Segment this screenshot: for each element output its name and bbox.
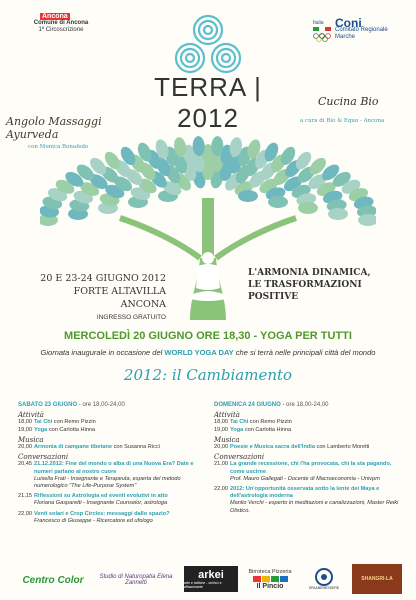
item-detail: Floriana Gasparetti - Insegnante Counselor, astrologa [34,500,168,507]
sunday-program [214,402,404,518]
item-detail: con Susanna Ricci [112,444,160,451]
item-time: 19,00 [214,426,228,433]
leaf-shape [298,202,318,214]
saturday-activity-item [18,419,208,426]
leaf-shape [268,196,288,208]
sunday-conv-item [214,461,404,483]
sunday-activities-label: Attività [214,411,240,420]
item-detail: Manlio Verchi - esperto in meditazioni e canalizzazioni, Master Reiki Olistico. [230,500,399,514]
item-time: 21,15 [18,493,32,500]
item-time: 22,00 [18,510,32,517]
pincio-color-blocks [253,576,288,582]
sunday-talks-label: Conversazioni [214,453,265,462]
slogan [248,267,408,303]
sponsor-il-pincio [242,562,298,596]
yoga-event-heading: MERCOLEDÌ 20 GIUGNO ORE 18,30 - YOGA PER TUTTI [64,330,352,342]
sunday-activity-item [214,427,404,434]
slogan-line1: L'ARMONIA DINAMICA, [248,268,371,278]
saturday-music-item [18,444,208,451]
item-title: Yoga [230,426,244,433]
saturday-program [18,402,208,528]
item-description [230,419,404,426]
sponsor-centro-color: Centro Color [22,574,84,586]
ancona-logo [26,12,96,34]
sunday-title: DOMENICA 24 GIUGNO - ore 18,00-24,00 [214,402,329,408]
dates-free-entry: INGRESSO GRATUITO [96,314,166,321]
sunday-music-item [214,444,404,451]
item-description [34,461,208,490]
triple-spiral-icon [172,12,244,74]
massage-corner [6,115,126,154]
spa-name: SPA&BENESSERE [308,586,340,590]
item-description [34,444,208,451]
saturday-title: SABATO 23 GIUGNO - ore 18,00-24,00 [18,402,125,408]
item-title: Riflessioni su Astrologia ed eventi evolutivi in atto [34,493,168,500]
item-title: Venti solari e Crop Circles: messaggi dallo spazio? [34,510,170,517]
intro-before: Giornata inaugurale in occasione del [40,348,165,357]
coni-logo [313,16,408,45]
bio-kitchen-title: Cucina Bio [318,95,379,108]
saturday-activity-item [18,427,208,434]
pincio-line1: Birroteca Pizzeria [248,568,292,575]
intro-after: che si terrà nelle principali città del mondo [233,348,376,357]
spa-flower-icon [315,568,333,586]
saturday-activities-label: Attività [18,411,44,420]
massage-subtitle: con Monica Bonafede [28,144,89,150]
item-time: 20,00 [214,444,228,451]
item-description [34,493,208,507]
item-description [230,486,404,515]
arkei-tagline: arte e tattiche - onirico e affascinante [184,581,222,589]
coni-country: Italia [313,20,324,26]
item-title: Tai Chi [34,419,53,426]
intro-text [0,348,416,357]
item-title: Tai Chi [230,419,249,426]
item-title: La grande recessione, chi l'ha provocata, chi la sta pagando, come uscirne [230,461,392,475]
saturday-conv-item [18,511,208,525]
item-detail: con Carlotta Hinna [47,426,96,433]
item-detail: con Remo Pizzin [248,419,292,426]
world-yoga-day: WORLD YOGA DAY [164,348,234,357]
sponsor-arkei [184,566,238,592]
sponsor-shangri-la: SHANGRI-LA [352,564,402,594]
arkei-name: arkei [198,569,224,581]
sunday-music-label: Musica [214,435,240,444]
ancona-mark: Ancona [42,13,68,20]
item-detail: Prof. Mauro Gallegati - Docente di Macroeconomia - Univpm [230,475,380,482]
item-description [230,444,404,451]
item-time: 20,00 [18,444,32,451]
sunday-activity-item [214,419,404,426]
item-time: 20,45 [18,461,32,468]
item-description [230,427,404,434]
item-detail: con Remo Pizzin [52,419,96,426]
dates-line1: 20 E 23-24 GIUGNO 2012 [40,273,166,284]
item-title: Armonia di campane tibetane [34,444,113,451]
item-description [34,427,208,434]
page-title: TERRA | 2012 [154,72,262,133]
bio-kitchen-subtitle: a cura di Bio & Equo - Ancona [300,118,385,124]
ancona-line2: 1ª Circoscrizione [38,27,84,33]
meditating-figure-icon [186,252,230,301]
item-detail: Francesco di Giuseppe - Ricercatore ed ufologo [34,517,153,524]
coni-line1: Comitato Regionale [335,27,388,33]
item-time: 18,00 [214,419,228,426]
saturday-music-label: Musica [18,435,44,444]
coni-name: Coni [335,16,362,30]
event-dates [26,272,166,324]
olympic-rings-icon [313,33,331,42]
massage-title: Angolo Massaggi Ayurveda [6,115,102,141]
item-time: 18,00 [18,419,32,426]
item-detail: con Carlotta Hinna [243,426,292,433]
ancona-line1: Comune di Ancona [33,20,89,26]
item-title: Yoga [34,426,48,433]
slogan-line2: LE TRASFORMAZIONI POSITIVE [248,280,362,302]
coni-line2: Marche [335,34,356,40]
dates-line2: FORTE ALTAVILLA ANCONA [73,286,166,310]
item-time: 21,00 [214,461,228,468]
item-description [34,419,208,426]
sponsor-naturopatia: Studio di Naturopatia Elena Zannetti [99,574,173,586]
bio-kitchen [300,95,402,124]
item-detail: Luisella Frati - Insegnante e Terapeuta, esperta del metodo numerologico "The Life-Purpose System" [34,475,181,490]
item-title: 2012: Un'opportunità osservata sotto la lente dei Maya e dell'astrologia moderna [230,486,380,500]
item-detail: con Lamberto Moretti [314,444,370,451]
sponsor-spa [304,564,344,594]
pincio-name: Il Pincio [256,582,284,590]
item-time: 22,00 [214,486,228,493]
item-title: Poesie e Musica sacra dell'India [230,444,315,451]
saturday-conv-item [18,461,208,490]
saturday-talks-label: Conversazioni [18,453,69,462]
item-time: 19,00 [18,426,32,433]
saturday-conv-item [18,493,208,507]
leaf-shape [328,208,348,220]
item-description [230,461,404,483]
item-title: 21.12.2012: Fine del mondo o alba di una Nuova Era? Date e numeri parlano al nostro cuore [34,461,194,475]
sunday-conv-item [214,486,404,515]
italy-flag-icon [313,27,331,31]
item-description [34,511,208,525]
theme-heading: 2012: il Cambiamento [123,366,293,384]
leaf-shape [238,190,258,202]
sponsors-bar [0,562,416,596]
